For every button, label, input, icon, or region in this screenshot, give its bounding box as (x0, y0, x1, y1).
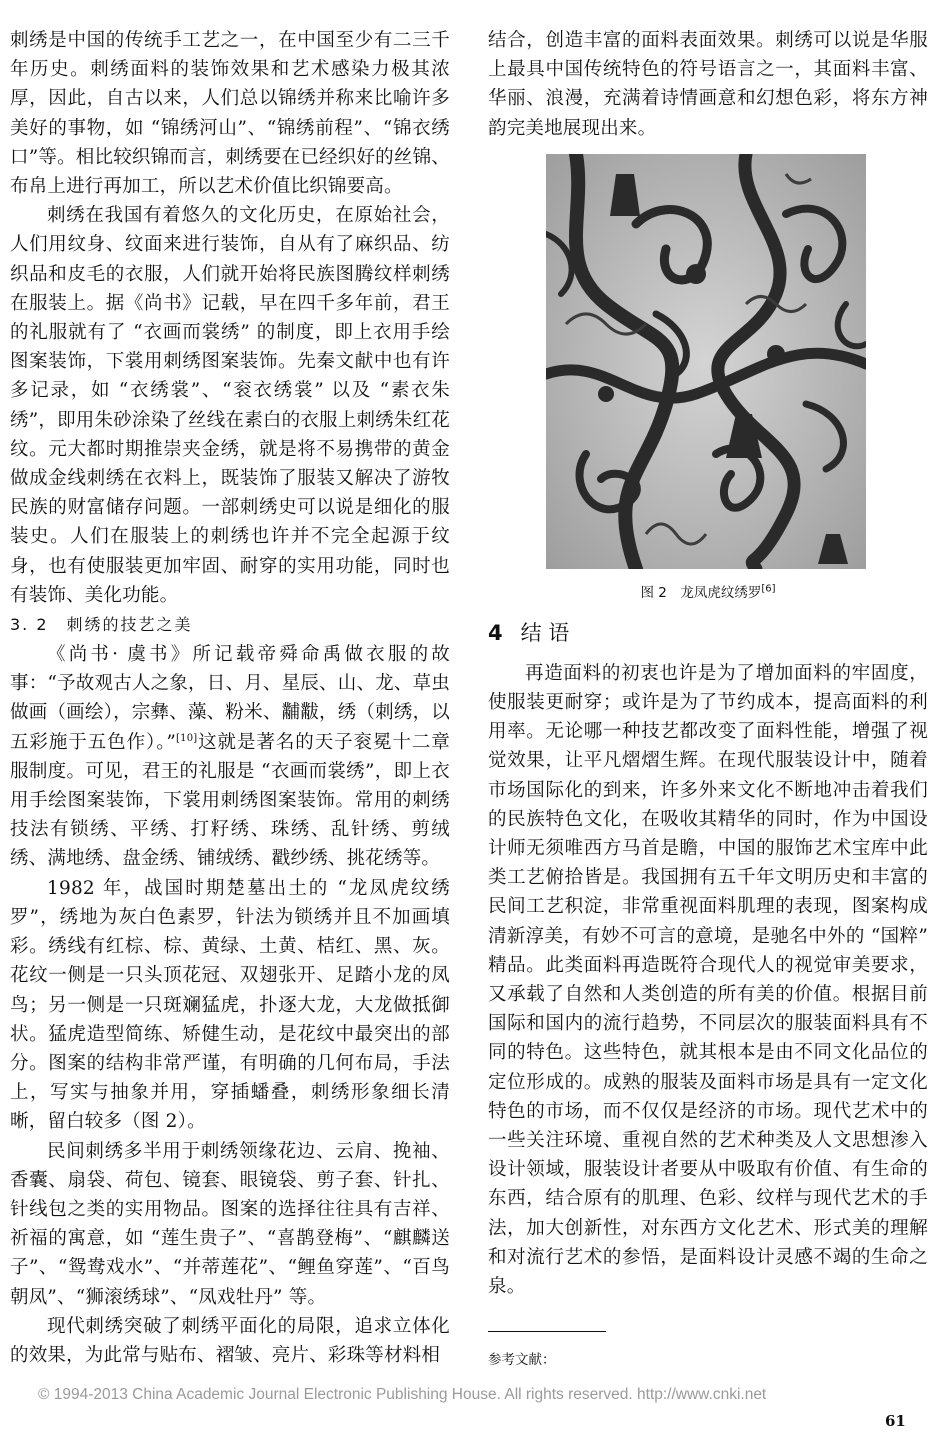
citation-6: [6] (761, 583, 776, 595)
chu-tomb-paragraph: 1982 年，战国时期楚墓出土的 “龙凤虎纹绣罗”，绣地为灰白色素罗，针法为锁绣并且不加画填彩。绣线有红棕、棕、黄绿、土黄、桔红、黑、灰。花纹一侧是一只头顶花冠、双翅张开、足踏小龙的凤鸟；另一侧是一只斑斓猛虎，扑逐大龙，大龙做抵御状。猛虎造型简练、矫健生动，是花纹中最突出的部分。图案的结构非常严谨，有明确的几何布局，手法上，写实与抽象并用，穿插蟠叠，刺绣形象细长清晰，留白较多（图 2）。 (10, 877, 450, 1133)
figure-embroidery-image (546, 154, 866, 569)
right-column (488, 26, 928, 1368)
references-divider (488, 1331, 606, 1332)
subsection-heading: 3. 2 刺绣的技艺之美 (10, 615, 193, 635)
intro-paragraph: 刺绣是中国的传统手工艺之一，在中国至少有二三千年历史。刺绣面料的装饰效果和艺术感染力极其浓厚，因此，自古以来，人们总以锦绣并称来比喻许多美好的事物，如 “锦绣河山”、“锦绣前程”、“锦衣绣口”等。相比较织锦而言，刺绣要在已经织好的丝锦、布帛上进行再加工，所以艺术价值比织锦要高。 (10, 30, 450, 198)
section-heading (488, 617, 928, 649)
references-label: 参考文献： (488, 1352, 556, 1369)
shangshu-quote: 《尚书· 虞书》所记载帝舜命禹做衣服的故事：“予故观古人之象，日、月、星辰、山、龙、草虫做画（画绘），宗彝、藻、粉米、黼黻，绣（刺绣，以五彩施于五色作）。” (10, 644, 450, 753)
continuation-paragraph: 结合，创造丰富的面料表面效果。刺绣可以说是华服上最具中国传统特色的符号语言之一，其面料丰富、华丽、浪漫，充满着诗情画意和幻想色彩，将东方神韵完美地展现出来。 (488, 30, 928, 139)
history-paragraph: 刺绣在我国有着悠久的文化历史，在原始社会，人们用纹身、纹面来进行装饰，自从有了麻织品、纺织品和皮毛的衣服，人们就开始将民族图腾纹样刺绣在服装上。据《尚书》记载，早在四千多年前，君王的礼服就有了 “衣画而裳绣” 的制度，即上衣用手绘图案装饰，下裳用刺绣图案装饰。先秦文献中也有许多记录，如 “衣绣裳”、“衮衣绣裳” 以及 “素衣朱绣”，即用朱砂涂染了丝线在素白的衣服上刺绣朱红花纹。元大都时期推崇夹金绣，就是将不易携带的黄金做成金线刺绣在衣料上，既装饰了服装又解决了游牧民族的财富储存问题。一部刺绣史可以说是细化的服装史。人们在服装上的刺绣也许并不完全起源于纹身，也有使服装更加牢固、耐穿的实用功能，同时也有装饰、美化功能。 (10, 205, 450, 606)
figure-caption (488, 581, 928, 601)
page-number: 61 (885, 1412, 906, 1430)
left-column (10, 26, 450, 1370)
conclusion-paragraph: 再造面料的初衷也许是为了增加面料的牢固度，使服装更耐穿；或许是为了节约成本，提高面料的利用率。无论哪一种技艺都改变了面料性能，增强了视觉效果，让平凡熠熠生辉。在现代服装设计中，随着市场国际化的到来，许多外来文化不断地冲击着我们的民族特色文化，在吸收其精华的同时，作为中国设计师无须唯西方马首是瞻，中国的服饰艺术宝库中此类工艺俯拾皆是。我国拥有五千年文明历史和丰富的民间工艺积淀，非常重视面料肌理的表现，图案构成清新淳美，有妙不可言的意境，是驰名中外的 “国粹” 精品。此类面料再造既符合现代人的视觉审美要求，又承载了自然和人类创造的所有美的价值。根据目前国际和国内的流行趋势，不同层次的服装面料具有不同的特色。这些特色，就其根本是由不同文化品位的定位形成的。成熟的服装及面料市场是具有一定文化特色的市场，而不仅仅是经济的市场。现代艺术中的一些关注环境、重视自然的艺术种类及人文思想渗入设计领域，服装设计者要从中吸取有价值、有生命的东西，结合原有的肌理、色彩、纹样与现代艺术的手法，加大创新性，对东西方文化艺术、形式美的理解和对流行艺术的参悟，是面料设计灵感不竭的生命之泉。 (488, 662, 928, 1298)
section-title-text: 结 语 (520, 620, 570, 645)
techniques-paragraph (10, 640, 450, 874)
figure-caption-text: 图 2 龙凤虎纹绣罗 (640, 584, 762, 601)
citation-10: [10] (176, 732, 198, 744)
folk-embroidery-paragraph: 民间刺绣多半用于刺绣领缘花边、云肩、挽袖、香囊、扇袋、荷包、镜套、眼镜袋、剪子套、针扎、针线包之类的实用物品。图案的选择往往具有吉祥、祈福的寓意，如 “莲生贵子”、“喜鹊登梅”、“麒麟送子”、“鸳鸯戏水”、“并蒂莲花”、“鲤鱼穿莲”、“百鸟朝凤”、“狮滚绣球”、“凤戏牡丹” 等。 (10, 1140, 450, 1308)
embroidery-pattern-illustration (546, 154, 866, 569)
section-number: 4 (488, 620, 503, 645)
techniques-text: 这就是著名的天子衮冕十二章服制度。可见，君王的礼服是 “衣画而裳绣”，即上衣用手绘图案装饰，下裳用刺绣图案装饰。常用的刺绣技法有锁绣、平绣、打籽绣、珠绣、乱针绣、剪绒绣、满地绣、盘金绣、铺绒绣、戳纱绣、挑花绣等。 (10, 731, 450, 870)
copyright-watermark: © 1994-2013 China Academic Journal Electronic Publishing House. All rights reserved. http://www.cnki.net (38, 1386, 767, 1403)
modern-embroidery-paragraph: 现代刺绣突破了刺绣平面化的局限，追求立体化的效果，为此常与贴布、褶皱、亮片、彩珠等材料相 (10, 1315, 450, 1366)
